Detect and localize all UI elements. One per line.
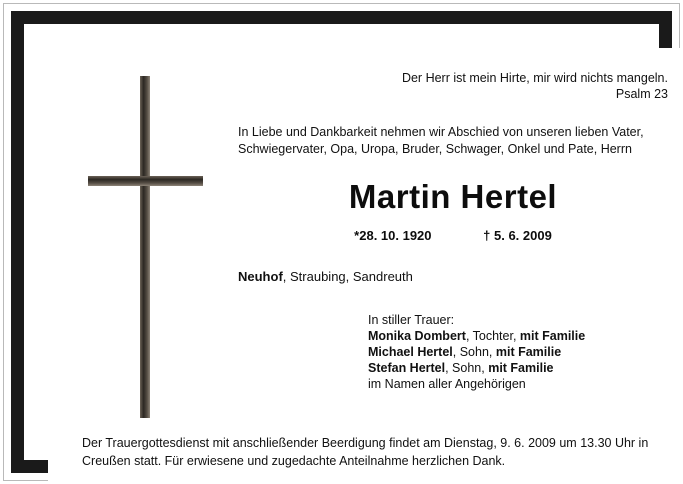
- death-date: † 5. 6. 2009: [483, 228, 552, 243]
- cross-icon: [58, 58, 233, 418]
- mourner-relation: , Sohn,: [445, 361, 489, 375]
- mourner-entry: [368, 328, 668, 344]
- service-details: Der Trauergottesdienst mit anschließender Beerdigung findet am Dienstag, 9. 6. 2009 um 13.30 Uhr in Creußen statt. Für erwiesene und zugedachte Anteilnahme herzlichen Dank.: [82, 436, 649, 468]
- mourner-name: Stefan Hertel: [368, 361, 446, 375]
- mourner-entry: [368, 360, 668, 376]
- mourner-entry: [368, 344, 668, 360]
- mourners-heading: In stiller Trauer:: [368, 313, 455, 327]
- place-primary: Neuhof: [238, 269, 283, 284]
- birth-date: *28. 10. 1920: [354, 228, 432, 243]
- verse-source: Psalm 23: [615, 87, 668, 101]
- mourner-relation: , Tochter,: [465, 329, 520, 343]
- cross-horizontal-bar: [88, 176, 203, 186]
- place-rest: , Straubing, Sandreuth: [282, 269, 413, 284]
- mourner-extra: mit Familie: [519, 329, 586, 343]
- mourning-border: [11, 11, 672, 473]
- mourner-relation: , Sohn,: [452, 345, 496, 359]
- mourner-extra: mit Familie: [495, 345, 562, 359]
- mourners-closing: im Namen aller Angehörigen: [368, 377, 526, 391]
- verse-block: [238, 70, 668, 102]
- deceased-name: Martin Hertel: [348, 178, 558, 215]
- verse-text: Der Herr ist mein Hirte, mir wird nichts mangeln.: [401, 71, 668, 85]
- card-content: [238, 70, 668, 392]
- intro-text: In Liebe und Dankbarkeit nehmen wir Abschied von unseren lieben Vater, Schwiegervater, Opa, Uropa, Bruder, Schwager, Onkel und Pate, Herrn: [238, 125, 644, 156]
- mourner-name: Michael Hertel: [368, 345, 453, 359]
- cross-vertical-bar: [140, 76, 150, 418]
- mourners-block: [368, 312, 668, 392]
- mourner-name: Monika Dombert: [368, 329, 466, 343]
- life-dates: [238, 228, 668, 243]
- places-line: [238, 269, 668, 284]
- mourner-extra: mit Familie: [488, 361, 554, 375]
- card-inner: [48, 48, 683, 484]
